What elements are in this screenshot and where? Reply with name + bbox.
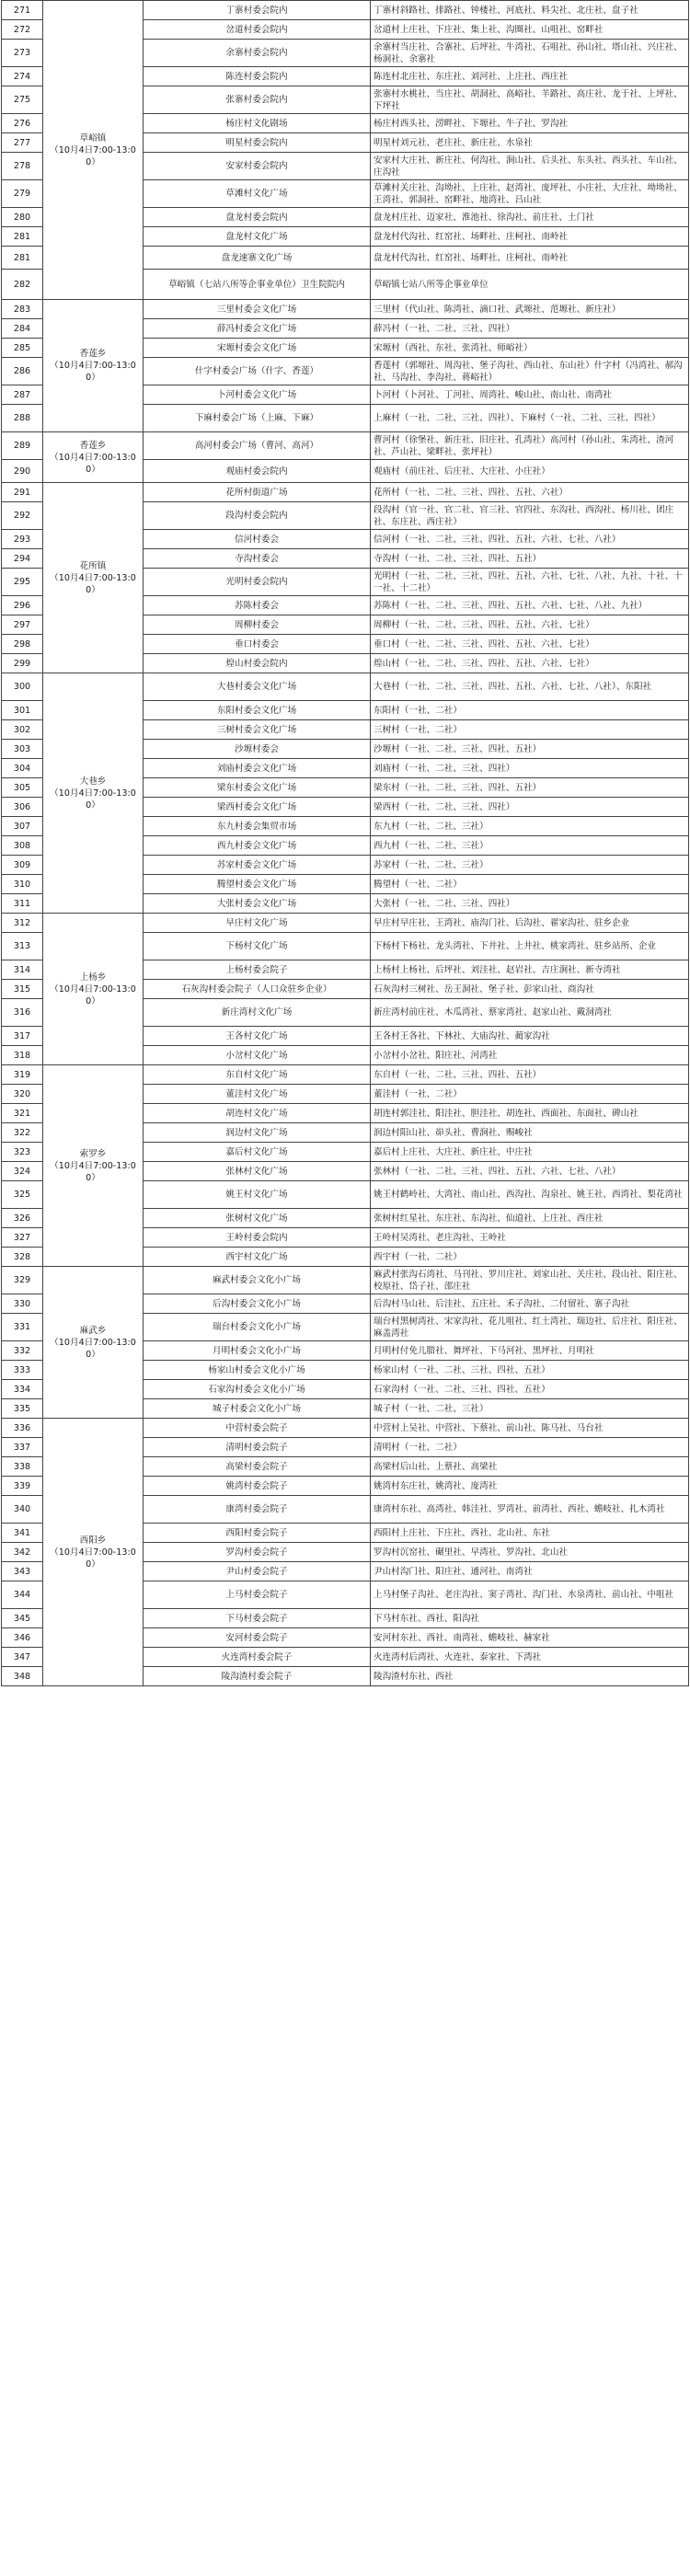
- coverage-area: 安河村东社、西社、南湾社、蟾岐社、赫家社: [371, 1628, 689, 1648]
- row-number: 302: [2, 720, 43, 740]
- coverage-area: 草滩村关庄社、沟坳社、上庄社、赵湾社、庞坪社、小庄社、大庄社、坳坳社、王湾社、郭洞社、窑畔社、地湾社、吕山社: [371, 180, 689, 208]
- row-number: 282: [2, 270, 43, 300]
- row-number: 337: [2, 1438, 43, 1457]
- row-number: 301: [2, 701, 43, 720]
- row-number: 300: [2, 673, 43, 701]
- row-number: 335: [2, 1399, 43, 1419]
- row-number: 292: [2, 502, 43, 530]
- site-name: 下麻村委会广场（上麻、下麻）: [144, 405, 371, 432]
- table-row: [2, 1419, 689, 1438]
- coverage-area: 麻武村张沟石湾社、马刊社、罗川庄社、刘家山社、关庄社、段山社、阳庄社、校原社、岱子社、邵庄社: [371, 1267, 689, 1294]
- township-name: 上杨乡: [79, 972, 107, 983]
- site-name: 石家沟村委会文化小广场: [144, 1380, 371, 1399]
- site-name: 陈连村委会院内: [144, 67, 371, 86]
- row-number: 294: [2, 549, 43, 569]
- coverage-area: 盘龙村代沟社、红窑社、场畔社、庄柯社、南岭社: [371, 227, 689, 247]
- site-name: 高梁村委会院子: [144, 1457, 371, 1477]
- row-number: 277: [2, 133, 43, 153]
- site-name: 丁寨村委会院内: [144, 1, 371, 20]
- row-number: 275: [2, 86, 43, 114]
- township-time: （10月4日7:00-13:00）: [50, 572, 136, 595]
- row-number: 319: [2, 1065, 43, 1085]
- row-number: 327: [2, 1228, 43, 1248]
- row-number: 298: [2, 635, 43, 654]
- coverage-area: 杨家山村（一社、二社、三社、四社、五社）: [371, 1361, 689, 1380]
- site-name: 梁东村委会文化广场: [144, 778, 371, 798]
- township-time: （10月4日7:00-13:00）: [50, 1337, 136, 1360]
- row-number: 291: [2, 483, 43, 502]
- coverage-area: 润边村阳山社、峁头社、曹涧社、赐峻社: [371, 1123, 689, 1143]
- coverage-area: 瑞台村黑树湾社、宋家沟社、花儿咀社、红土湾社、瑞边社、后庄社、阳庄社、麻盖湾社: [371, 1314, 689, 1341]
- row-number: 299: [2, 654, 43, 673]
- coverage-area: 西阳村上庄社、下庄社、西社、北山社、东社: [371, 1524, 689, 1543]
- site-name: 草滩村文化广场: [144, 180, 371, 208]
- table-row: [2, 1065, 689, 1085]
- site-name: 杨家山村委会文化小广场: [144, 1361, 371, 1380]
- coverage-area: 花所村（一社、二社、三社、四社、五社、六社）: [371, 483, 689, 502]
- site-name: 大张村委会文化广场: [144, 894, 371, 914]
- row-number: 325: [2, 1181, 43, 1209]
- row-number: 271: [2, 1, 43, 20]
- coverage-area: 余寨村当庄社、合寨社、后坪社、牛湾社、石咀社、孙山社、塔山社、兴庄社、杨洞社、余寨社: [371, 40, 689, 67]
- coverage-area: 段沟村（官一社、官二社、官三社、官四社、东沟社、西沟社、杨川社、团庄社、东庄社、西庄社）: [371, 502, 689, 530]
- site-name: 张林村文化广场: [144, 1162, 371, 1181]
- site-name: 中营村委会院子: [144, 1419, 371, 1438]
- row-number: 289: [2, 432, 43, 460]
- township-name: 草峪镇: [79, 132, 107, 144]
- table-row: [2, 1, 689, 20]
- row-number: 321: [2, 1104, 43, 1123]
- site-name: 卜河村委会文化广场: [144, 385, 371, 405]
- row-number: 317: [2, 1027, 43, 1046]
- row-number: 332: [2, 1341, 43, 1361]
- row-number: 309: [2, 856, 43, 875]
- site-name: 润边村文化广场: [144, 1123, 371, 1143]
- site-name: 董洼村文化广场: [144, 1085, 371, 1104]
- row-number: 316: [2, 999, 43, 1027]
- township-name: 索罗乡: [79, 1148, 107, 1159]
- table-row: [2, 914, 689, 933]
- township-name: 花所镇: [79, 560, 107, 571]
- township-cell: [43, 1419, 144, 1686]
- township-cell: [43, 300, 144, 432]
- site-name: 什字村委会广场（什字、香莲）: [144, 358, 371, 385]
- coverage-area: 康湾村东社、高湾社、韩洼社、罗湾社、前湾社、西社、蟾岐社、扎木湾社: [371, 1496, 689, 1524]
- site-name: 石灰沟村委会院子（人口众驻乡企业）: [144, 980, 371, 999]
- coverage-area: 东九村（一社、二社、三社）: [371, 817, 689, 836]
- site-name: 东阳村委会文化广场: [144, 701, 371, 720]
- site-name: 西宇村文化广场: [144, 1248, 371, 1267]
- site-name: 清明村委会院子: [144, 1438, 371, 1457]
- row-number: 314: [2, 960, 43, 980]
- coverage-area: 三树村（一社、二社）: [371, 720, 689, 740]
- coverage-area: 三里村（代山社、陈湾社、滴口社、武塬社、范塬社、新庄社）: [371, 300, 689, 319]
- row-number: 348: [2, 1667, 43, 1686]
- table-row: [2, 300, 689, 319]
- site-name: 小岔村文化广场: [144, 1046, 371, 1065]
- row-number: 322: [2, 1123, 43, 1143]
- site-name: 寺沟村委会: [144, 549, 371, 569]
- row-number: 281: [2, 227, 43, 247]
- site-name: 瑞台村委会文化小广场: [144, 1314, 371, 1341]
- coverage-area: 明星村刘元社、老庄社、新庄社、水泉社: [371, 133, 689, 153]
- row-number: 346: [2, 1628, 43, 1648]
- site-name: 麻武村委会文化小广场: [144, 1267, 371, 1294]
- site-name: 西九村委会文化广场: [144, 836, 371, 856]
- row-number: 286: [2, 358, 43, 385]
- table-row: [2, 432, 689, 460]
- township-name: 西阳乡: [79, 1535, 107, 1546]
- row-number: 323: [2, 1143, 43, 1162]
- site-name: 新庄湾村文化广场: [144, 999, 371, 1027]
- row-number: 313: [2, 933, 43, 960]
- row-number: 295: [2, 569, 43, 596]
- site-name: 城子村委会文化小广场: [144, 1399, 371, 1419]
- coverage-area: 苏陈村（一社、二社、三社、四社、五社、六社、七社、八社、九社）: [371, 596, 689, 615]
- row-number: 304: [2, 759, 43, 778]
- coverage-area: 董洼村（一社、二社）: [371, 1085, 689, 1104]
- coverage-area: 早庄村早庄社、王湾社、庙沟门社、后沟社、翟家沟社、驻乡企业: [371, 914, 689, 933]
- site-name: 苏陈村委会: [144, 596, 371, 615]
- coverage-area: 上麻村（一社、二社、三社、四社）、下麻村（一社、二社、三社、四社）: [371, 405, 689, 432]
- site-name: 张寨村委会院内: [144, 86, 371, 114]
- site-name: 高河村委会广场（曹河、高河）: [144, 432, 371, 460]
- coverage-area: 上马村堡子沟社、老庄沟社、窦子湾社、沟门社、水泉湾社、前山社、中咀社: [371, 1581, 689, 1609]
- township-time: （10月4日7:00-13:00）: [50, 452, 136, 475]
- township-cell: [43, 673, 144, 914]
- township-name: 香莲乡: [79, 349, 107, 359]
- coverage-area: 盘龙村庄社、迈家社、淮池社、徐沟社、前庄社、土门社: [371, 208, 689, 227]
- row-number: 276: [2, 114, 43, 133]
- coverage-area: 罗沟村沉窑社、碾里社、早湾社、罗沟社、北山社: [371, 1543, 689, 1562]
- site-name: 光明村委会院内: [144, 569, 371, 596]
- site-name: 腾望村委会文化广场: [144, 875, 371, 894]
- row-number: 287: [2, 385, 43, 405]
- site-name: 盘龙村委会院内: [144, 208, 371, 227]
- township-time: （10月4日7:00-13:00）: [50, 1160, 136, 1183]
- row-number: 272: [2, 20, 43, 40]
- site-name: 花所村街道广场: [144, 483, 371, 502]
- row-number: 344: [2, 1581, 43, 1609]
- coverage-area: 大巷村（一社、二社、三社、四社、五社、六社、七社、八社）、东阳社: [371, 673, 689, 701]
- row-number: 318: [2, 1046, 43, 1065]
- coverage-area: 寺沟村（一社、二社、三社、四社、五社）: [371, 549, 689, 569]
- township-cell: [43, 914, 144, 1065]
- coverage-area: 薛冯村（一社、二社、三社、四社）: [371, 319, 689, 339]
- row-number: 274: [2, 67, 43, 86]
- row-number: 320: [2, 1085, 43, 1104]
- site-name: 下马村委会院子: [144, 1609, 371, 1628]
- coverage-area: 垂口村（一社、二社、三社、四社、五社、六社、七社）: [371, 635, 689, 654]
- coverage-area: 中营村上吴社、中营社、下蔡社、前山社、陈马社、马台社: [371, 1419, 689, 1438]
- coverage-area: 清明村（一社、二社）: [371, 1438, 689, 1457]
- coverage-area: 宋塬村（西社、东社、张湾社、师峪社）: [371, 339, 689, 358]
- township-time: （10月4日7:00-13:00）: [50, 361, 136, 383]
- row-number: 331: [2, 1314, 43, 1341]
- coverage-area: 腾望村（一社、二社）: [371, 875, 689, 894]
- row-number: 340: [2, 1496, 43, 1524]
- site-name: 早庄村文化广场: [144, 914, 371, 933]
- coverage-area: 新庄湾村前庄社、木瓜湾社、蔡家湾社、赵家山社、戴洞湾社: [371, 999, 689, 1027]
- site-name: 草峪镇（七站八所等企事业单位）卫生院院内: [144, 270, 371, 300]
- coverage-area: 信河村（一社、二社、三社、四社、五社、六社、七社、八社）: [371, 530, 689, 549]
- site-name: 盘龙速寨文化广场: [144, 247, 371, 270]
- site-name: 火连湾村委会院子: [144, 1648, 371, 1667]
- site-name: 余寨村委会院内: [144, 40, 371, 67]
- site-name: 罗沟村委会院子: [144, 1543, 371, 1562]
- row-number: 296: [2, 596, 43, 615]
- coverage-area: 张寨村水桃社、当庄社、胡洞社、高峪社、羊路社、高庄社、龙于社、上坪社、下坪社: [371, 86, 689, 114]
- row-number: 284: [2, 319, 43, 339]
- township-cell: [43, 1267, 144, 1419]
- site-name: 张树村文化广场: [144, 1209, 371, 1228]
- row-number: 305: [2, 778, 43, 798]
- row-number: 280: [2, 208, 43, 227]
- vaccination-site-table: [1, 0, 689, 1686]
- coverage-area: 西九村（一社、二社、三社）: [371, 836, 689, 856]
- site-name: 薛冯村委会文化广场: [144, 319, 371, 339]
- site-name: 安家村委会院内: [144, 153, 371, 180]
- coverage-area: 东阳村（一社、二社）: [371, 701, 689, 720]
- coverage-area: 西宇村（一社、二社）: [371, 1248, 689, 1267]
- coverage-area: 杨庄村西头社、涝畔社、下塬社、牛子社、罗沟社: [371, 114, 689, 133]
- row-number: 330: [2, 1294, 43, 1314]
- site-name: 嘉后村文化广场: [144, 1143, 371, 1162]
- coverage-area: 王岭村吴湾社、老庄沟社、王岭社: [371, 1228, 689, 1248]
- township-name: 大巷乡: [79, 776, 107, 787]
- coverage-area: 东自村（一社、二社、三社、四社、五社）: [371, 1065, 689, 1085]
- row-number: 336: [2, 1419, 43, 1438]
- township-cell: [43, 1, 144, 300]
- coverage-area: 下杨村下杨社、龙头湾社、下井社、上井社、桃家湾社、驻乡站所、企业: [371, 933, 689, 960]
- site-name: 段沟村委会院内: [144, 502, 371, 530]
- site-name: 东九村委会集贸市场: [144, 817, 371, 836]
- site-name: 下杨村文化广场: [144, 933, 371, 960]
- coverage-area: 尹山村沟门社、阳庄社、通河社、南湾社: [371, 1562, 689, 1581]
- coverage-area: 草峪镇七站八所等企事业单位: [371, 270, 689, 300]
- site-name: 月明村委会文化小广场: [144, 1341, 371, 1361]
- row-number: 297: [2, 615, 43, 635]
- township-time: （10月4日7:00-13:00）: [50, 144, 136, 167]
- site-name: 安河村委会院子: [144, 1628, 371, 1648]
- row-number: 326: [2, 1209, 43, 1228]
- site-name: 煌山村委会院内: [144, 654, 371, 673]
- coverage-area: 卜河村（卜河社、丁河社、周湾社、峻山社、南山社、南湾社: [371, 385, 689, 405]
- coverage-area: 观庙村（前庄社、后庄社、大庄社、小庄社）: [371, 460, 689, 483]
- row-number: 347: [2, 1648, 43, 1667]
- site-name: 信河村委会: [144, 530, 371, 549]
- row-number: 342: [2, 1543, 43, 1562]
- coverage-area: 陵沟渣村东社、西社: [371, 1667, 689, 1686]
- row-number: 329: [2, 1267, 43, 1294]
- coverage-area: 光明村（一社、二社、三社、四社、五社、六社、七社、八社、九社、十社、十一社、十二社）: [371, 569, 689, 596]
- row-number: 341: [2, 1524, 43, 1543]
- row-number: 315: [2, 980, 43, 999]
- site-name: 西阳村委会院子: [144, 1524, 371, 1543]
- site-name: 上杨村委会院子: [144, 960, 371, 980]
- coverage-area: 后沟村马山社、后洼社、五庄社、禾子沟社、二付留社、寨子沟社: [371, 1294, 689, 1314]
- site-name: 三里村委会文化广场: [144, 300, 371, 319]
- row-number: 307: [2, 817, 43, 836]
- coverage-area: 盘龙村代沟社、红窑社、场畔社、庄柯社、南岭社: [371, 247, 689, 270]
- row-number: 311: [2, 894, 43, 914]
- site-name: 姚湾村委会院子: [144, 1477, 371, 1496]
- row-number: 333: [2, 1361, 43, 1380]
- site-name: 康湾村委会院子: [144, 1496, 371, 1524]
- row-number: 334: [2, 1380, 43, 1399]
- row-number: 308: [2, 836, 43, 856]
- coverage-area: 下马村东社、西社、阳沟社: [371, 1609, 689, 1628]
- row-number: 310: [2, 875, 43, 894]
- site-name: 刘庙村委会文化广场: [144, 759, 371, 778]
- site-name: 梁西村委会文化广场: [144, 798, 371, 817]
- row-number: 285: [2, 339, 43, 358]
- row-number: 303: [2, 740, 43, 759]
- site-name: 沙塬村委会: [144, 740, 371, 759]
- coverage-area: 煌山村（一社、二社、三社、四社、五社、六社、七社）: [371, 654, 689, 673]
- row-number: 279: [2, 180, 43, 208]
- row-number: 343: [2, 1562, 43, 1581]
- township-name: 麻武乡: [79, 1325, 107, 1336]
- coverage-area: 香莲村（郭塬社、周沟社、堡子沟社、西山社、东山社）什字村（冯湾社、郝沟社、马沟社、李沟社、蒋峪社）: [371, 358, 689, 385]
- row-number: 306: [2, 798, 43, 817]
- row-number: 290: [2, 460, 43, 483]
- coverage-area: 梁西村（一社、二社、三社、四社）: [371, 798, 689, 817]
- coverage-area: 安家村大庄社、新庄社、何沟社、涧山社、后头社、东头社、西头社、车山社、庄沟社: [371, 153, 689, 180]
- coverage-area: 王各村王各社、下林社、大庙沟社、蔺家沟社: [371, 1027, 689, 1046]
- township-time: （10月4日7:00-13:00）: [50, 983, 136, 1006]
- site-name: 苏家村委会文化广场: [144, 856, 371, 875]
- site-name: 观庙村委会院内: [144, 460, 371, 483]
- township-cell: [43, 483, 144, 673]
- site-name: 上马村委会院子: [144, 1581, 371, 1609]
- coverage-area: 苏家村（一社、二社、三社）: [371, 856, 689, 875]
- row-number: 338: [2, 1457, 43, 1477]
- site-name: 尹山村委会院子: [144, 1562, 371, 1581]
- township-time: （10月4日7:00-13:00）: [50, 1547, 136, 1570]
- site-name: 杨庄村文化剧场: [144, 114, 371, 133]
- row-number: 281: [2, 247, 43, 270]
- site-name: 大巷村委会文化广场: [144, 673, 371, 701]
- site-name: 三树村委会文化广场: [144, 720, 371, 740]
- township-time: （10月4日7:00-13:00）: [50, 788, 136, 811]
- row-number: 345: [2, 1609, 43, 1628]
- site-name: 陵沟渣村委会院子: [144, 1667, 371, 1686]
- coverage-area: 石灰沟村三树社、岳王洞社、堡子社、彭家山社、商沟社: [371, 980, 689, 999]
- township-cell: [43, 432, 144, 483]
- coverage-area: 陈连村北庄社、东庄社、刘河社、上庄社、西庄社: [371, 67, 689, 86]
- coverage-area: 梁东村（一社、二社、三社、四社、五社）: [371, 778, 689, 798]
- coverage-area: 姚湾村东庄社、姚湾社、庞湾社: [371, 1477, 689, 1496]
- row-number: 328: [2, 1248, 43, 1267]
- coverage-area: 高梁村后山社、上蔡社、高梁社: [371, 1457, 689, 1477]
- site-name: 姚王村文化广场: [144, 1181, 371, 1209]
- coverage-area: 火连湾村后湾社、火连社、泰家社、下湾社: [371, 1648, 689, 1667]
- coverage-area: 张林村（一社、二社、三社、四社、五社、六社、七社、八社）: [371, 1162, 689, 1181]
- site-name: 宋塬村委会文化广场: [144, 339, 371, 358]
- coverage-area: 嘉后村上庄社、大庄社、新庄社、中庄社: [371, 1143, 689, 1162]
- row-number: 278: [2, 153, 43, 180]
- row-number: 324: [2, 1162, 43, 1181]
- row-number: 339: [2, 1477, 43, 1496]
- coverage-area: 沙塬村（一社、二社、三社、四社、五社）: [371, 740, 689, 759]
- coverage-area: 周柳村（一社、二社、三社、四社、五社、六社、七社）: [371, 615, 689, 635]
- coverage-area: 张树村红星社、东庄社、东沟社、仙道社、上庄社、西庄社: [371, 1209, 689, 1228]
- coverage-area: 大张村（一社、二社、三社、四社）: [371, 894, 689, 914]
- site-name: 胡连村文化广场: [144, 1104, 371, 1123]
- coverage-area: 小岔村小岔社、阳庄社、河湾社: [371, 1046, 689, 1065]
- site-name: 明星村委会院内: [144, 133, 371, 153]
- row-number: 312: [2, 914, 43, 933]
- table-row: [2, 483, 689, 502]
- site-name: 东自村文化广场: [144, 1065, 371, 1085]
- site-name: 周柳村委会: [144, 615, 371, 635]
- coverage-area: 丁寨村斜路社、排路社、钟楼社、河底社、料尖社、北庄社、盘子社: [371, 1, 689, 20]
- coverage-area: 曹河村（徐堡社、新庄社、旧庄社、孔湾社）高河村（孙山社、朱湾社、渣河社、芦山社、梁畔社、张坪社）: [371, 432, 689, 460]
- site-name: 王各村文化广场: [144, 1027, 371, 1046]
- site-name: 垂口村委会: [144, 635, 371, 654]
- row-number: 293: [2, 530, 43, 549]
- row-number: 273: [2, 40, 43, 67]
- coverage-area: 岔道村上庄社、下庄社、集上社、沟圈社、山咀社、窑畔社: [371, 20, 689, 40]
- coverage-area: 姚王村鹤岭社、大湾社、南山社、西沟社、沟泉社、姚王社、西湾社、梨花湾社: [371, 1181, 689, 1209]
- site-name: 王岭村委会院内: [144, 1228, 371, 1248]
- coverage-area: 城子村（一社、二社、三社）: [371, 1399, 689, 1419]
- table-row: [2, 1267, 689, 1294]
- site-name: 后沟村委会文化小广场: [144, 1294, 371, 1314]
- township-name: 香莲乡: [79, 440, 107, 451]
- row-number: 283: [2, 300, 43, 319]
- coverage-area: 上杨村上杨社、后坪社、刘洼社、赵岩社、吉庄涧社、新寺湾社: [371, 960, 689, 980]
- coverage-area: 胡连村郭洼社、阳洼社、胆洼社、胡连社、西面社、东面社、碑山社: [371, 1104, 689, 1123]
- table-row: [2, 673, 689, 701]
- coverage-area: 刘庙村（一社、二社、三社、四社）: [371, 759, 689, 778]
- site-name: 岔道村委会院内: [144, 20, 371, 40]
- township-cell: [43, 1065, 144, 1267]
- coverage-area: 月明村付免儿腊社、舞坪社、下马河社、黑坪社、月明社: [371, 1341, 689, 1361]
- site-name: 盘龙村文化广场: [144, 227, 371, 247]
- row-number: 288: [2, 405, 43, 432]
- coverage-area: 石家沟村（一社、二社、三社、四社、五社）: [371, 1380, 689, 1399]
